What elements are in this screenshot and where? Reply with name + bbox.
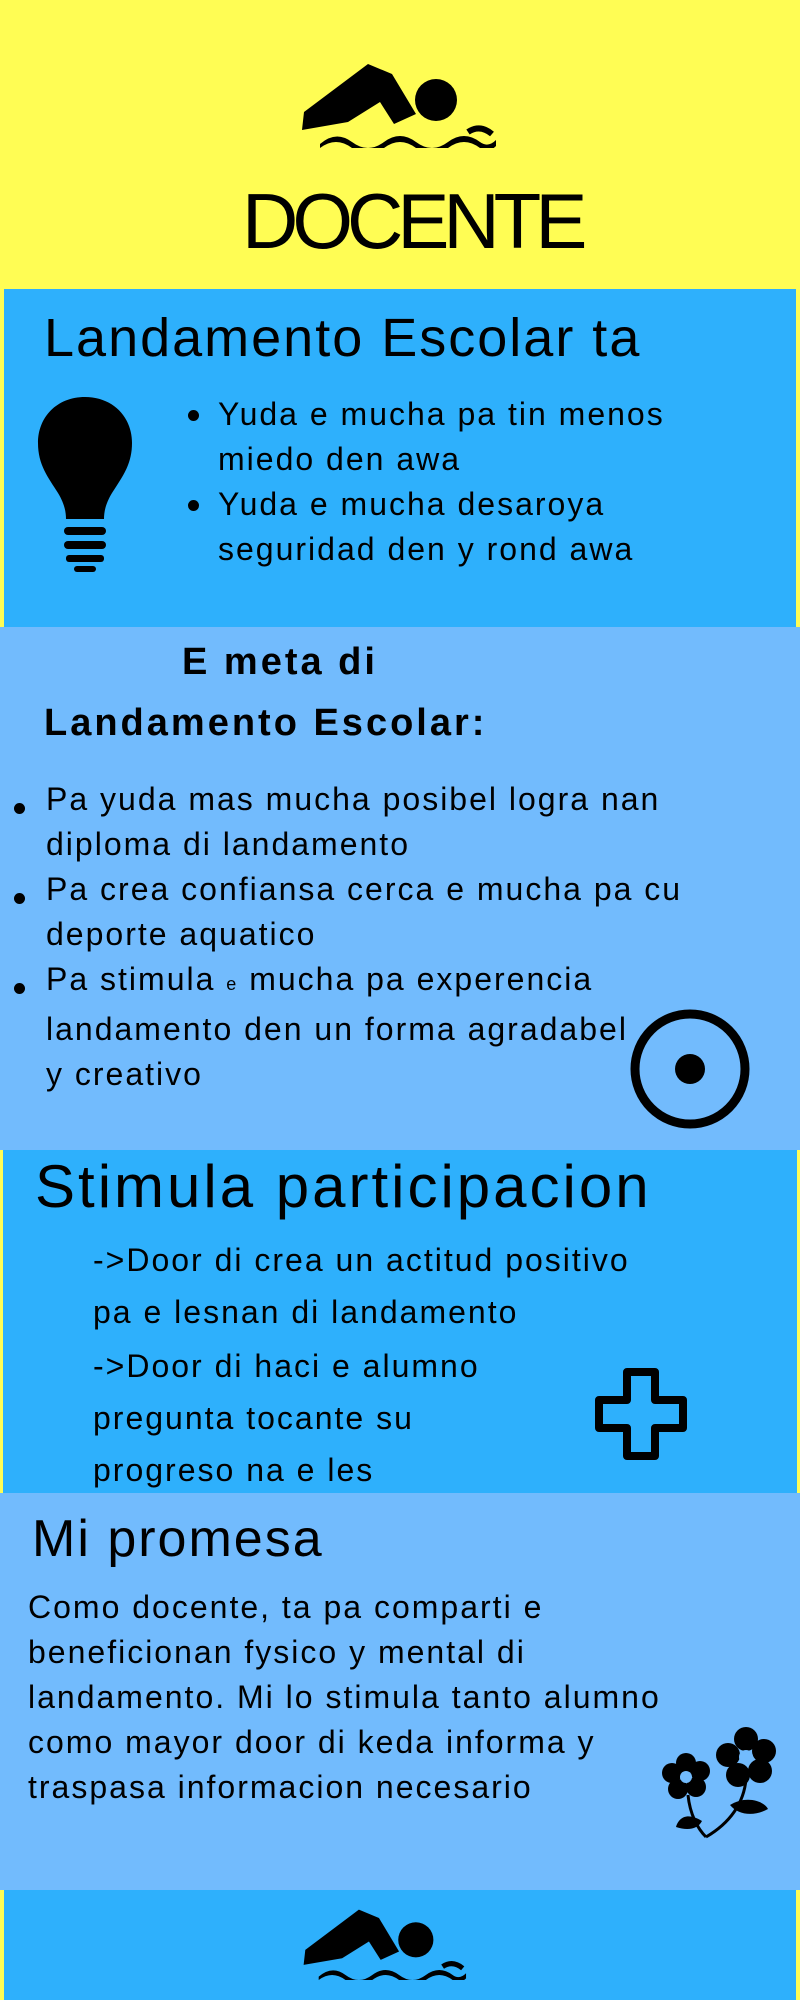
footer-section bbox=[0, 1890, 800, 2000]
swimmer-icon bbox=[300, 1908, 468, 1980]
swimmer-icon bbox=[298, 62, 498, 148]
meta-bullet: Pa yuda mas mucha posibel logra nan diploma di landamento bbox=[46, 777, 726, 867]
plus-icon bbox=[593, 1366, 689, 1462]
meta-bullet bbox=[46, 957, 636, 1097]
landamento-title: Landamento Escolar ta bbox=[44, 308, 642, 368]
stimula-item: ->Door di crea un actitud positivo pa e lesnan di landamento bbox=[93, 1242, 630, 1330]
promesa-text: Como docente, ta pa comparti e beneficionan fysico y mental di landamento. Mi lo stimula tanto alumno como mayor door di keda informa y traspasa informacion necesario bbox=[28, 1589, 661, 1805]
lightbulb-icon bbox=[36, 395, 134, 573]
stimula-section bbox=[0, 1150, 800, 1493]
landamento-bullet: Yuda e mucha desaroya seguridad den y rond awa bbox=[218, 482, 658, 572]
landamento-section bbox=[0, 289, 800, 627]
flower-icon bbox=[660, 1723, 780, 1843]
page-title: DOCENTE bbox=[242, 177, 582, 265]
meta-title-line1: E meta di bbox=[182, 641, 378, 683]
promesa-title: Mi promesa bbox=[32, 1510, 324, 1568]
landamento-bullet: Yuda e mucha pa tin menos miedo den awa bbox=[218, 392, 758, 482]
meta-bullet3-part2: mucha pa experencia landamento den un forma agradabel y creativo bbox=[46, 961, 628, 1092]
meta-title-line2: Landamento Escolar: bbox=[44, 702, 488, 744]
meta-bullet3-part1: Pa stimula bbox=[46, 961, 216, 997]
meta-bullet: Pa crea confiansa cerca e mucha pa cu deporte aquatico bbox=[46, 867, 726, 957]
landamento-list bbox=[218, 392, 758, 572]
header-section bbox=[0, 0, 800, 289]
meta-section bbox=[0, 627, 800, 1150]
meta-list bbox=[46, 777, 726, 1097]
meta-bullet3-small: e bbox=[226, 974, 239, 994]
stimula-item: ->Door di haci e alumno pregunta tocante su progreso na e les bbox=[93, 1348, 480, 1488]
promesa-section bbox=[0, 1493, 800, 1890]
target-dot-icon bbox=[628, 1007, 752, 1131]
stimula-title: Stimula participacion bbox=[35, 1153, 652, 1220]
